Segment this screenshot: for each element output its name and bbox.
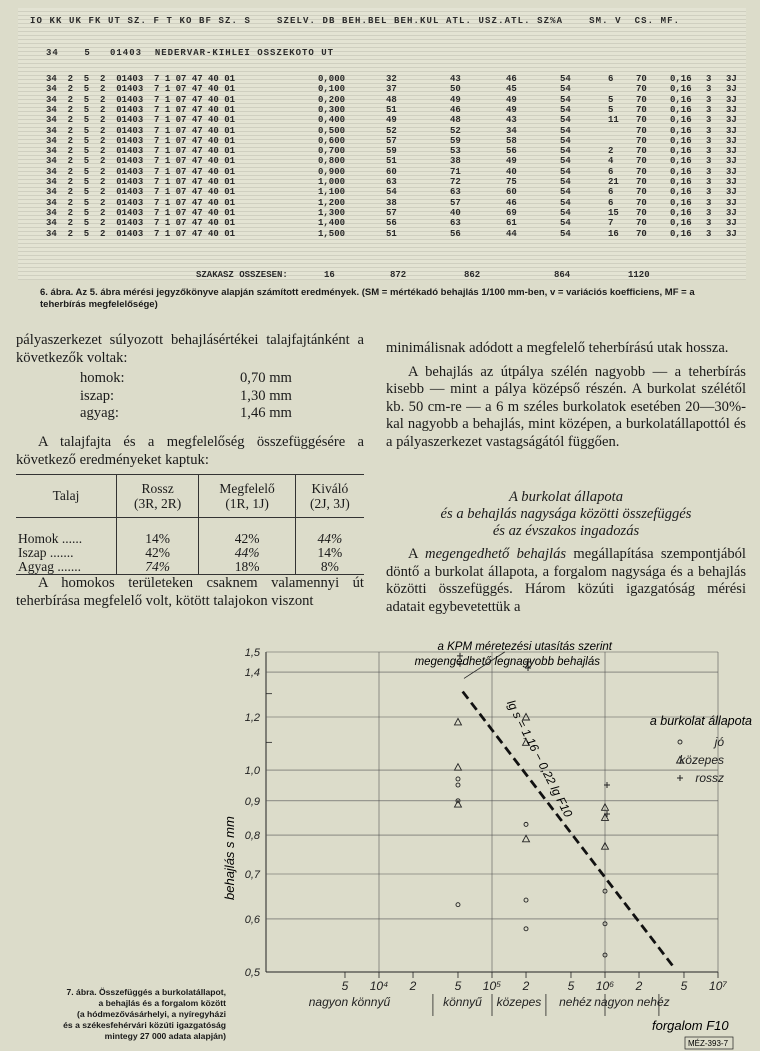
printout-row-keys: 34 2 5 2 01403 7 1 07 47 40 01: [46, 84, 236, 95]
printout-cell: 57: [386, 207, 397, 218]
table-header: Megfelelő (1R, 1J): [199, 475, 295, 518]
printout-row-keys: 34 2 5 2 01403 7 1 07 47 40 01: [46, 197, 236, 208]
x-tick-label: 2: [635, 979, 643, 993]
printout-cell: 3: [706, 74, 712, 84]
printout-cell: 51: [386, 104, 397, 115]
printout-cell: 3J: [726, 74, 737, 84]
printout-cell: 40: [450, 207, 461, 218]
data-point-jo: [524, 822, 528, 826]
printout-cell: 6: [608, 166, 614, 177]
printout-row-keys: 34 2 5 2 01403 7 1 07 47 40 01: [46, 218, 236, 229]
printout-cell: 70: [636, 94, 647, 105]
printout-cell: 54: [560, 115, 571, 126]
printout-cell: 48: [386, 94, 397, 105]
printout-cell: 0,900: [318, 166, 346, 177]
printout-cell: 0,16: [670, 74, 692, 84]
data-point-kozepes: [454, 764, 461, 771]
printout-cell: 3J: [726, 94, 737, 105]
printout-cell: 3: [706, 125, 712, 136]
printout-cell: 69: [506, 207, 517, 218]
x-tick-label: 10⁶: [595, 979, 615, 993]
printout-cell: 49: [506, 156, 517, 167]
printout-cell: 43: [450, 74, 461, 84]
paragraph: pályaszerkezet súlyozott behajlásértékei talajfajtánként a következők voltak:: [16, 332, 364, 366]
printout-cell: 15: [608, 207, 619, 218]
printout-cell: 3J: [726, 166, 737, 177]
paragraph: A megengedhető behajlás megállapítása szempontjából döntő a burkolat állapota, a forgalom nagysága és a behajlás közötti összefüggés. Három közúti igazgatóság mérési adatait egybevetettük a: [386, 546, 746, 615]
y-tick-label: 0,8: [244, 830, 260, 843]
printout-cell: 21: [608, 177, 619, 187]
traffic-class-label: nagyon könnyű: [308, 995, 391, 1009]
printout-cell: 3J: [726, 104, 737, 115]
traffic-class-label: könnyű: [443, 995, 482, 1009]
printout-cell: 70: [636, 115, 647, 126]
printout-row-keys: 34 2 5 2 01403 7 1 07 47 40 01: [46, 125, 236, 136]
table-header: Kiváló (2J, 3J): [310, 481, 350, 511]
y-tick-label: 1,0: [244, 765, 260, 778]
printout-cell: 3J: [726, 207, 737, 218]
printout-cell: 0,16: [670, 187, 692, 198]
printout-cell: 3J: [726, 146, 737, 157]
printout-cell: 16: [608, 228, 619, 239]
printout-cell: 0,200: [318, 94, 346, 105]
printout-cell: 0,16: [670, 146, 692, 157]
printout-row-keys: 34 2 5 2 01403 7 1 07 47 40 01: [46, 207, 236, 218]
printout-cell: 63: [450, 187, 461, 198]
x-tick-label: 10⁷: [709, 979, 727, 993]
printout-cell: 59: [386, 146, 397, 157]
printout-cell: 61: [506, 218, 517, 229]
printout-row-keys: 34 2 5 2 01403 7 1 07 47 40 01: [46, 104, 236, 115]
legend-label: rossz: [695, 771, 724, 785]
printout-cell: 54: [560, 135, 571, 146]
printout-cell: 54: [560, 84, 571, 95]
printout-cell: 1,200: [318, 197, 346, 208]
y-tick-label: 0,6: [244, 913, 260, 926]
printout-cell: 3J: [726, 156, 737, 167]
printout-cell: 51: [386, 228, 397, 239]
printout-cell: 0,16: [670, 135, 692, 146]
traffic-class-label: nehéz: [559, 995, 592, 1009]
printout-cell: 54: [560, 228, 571, 239]
printout-cell: 57: [386, 135, 397, 146]
printout-row-keys: 34 2 5 2 01403 7 1 07 47 40 01: [46, 115, 236, 126]
printout-cell: 1,500: [318, 228, 346, 239]
printout-cell: 53: [450, 146, 461, 157]
printout-cell: 75: [506, 177, 517, 187]
printout-cell: 70: [636, 166, 647, 177]
chart-annotation: a KPM méretezési utasítás szerint: [437, 641, 612, 653]
printout-cell: 5: [608, 94, 614, 105]
printout-cell: 51: [386, 156, 397, 167]
y-tick-label: 0,7: [244, 868, 260, 881]
printout-total: 16: [324, 270, 335, 280]
paragraph: A talajfajta és a megfelelőség összefüggésére a következő eredményeket kaptuk:: [16, 434, 364, 468]
soil-value: 1,30 mm: [240, 387, 292, 404]
printout-cell: 38: [450, 156, 461, 167]
printout-cell: 70: [636, 197, 647, 208]
data-point-jo: [524, 898, 528, 902]
printout-cell: 54: [560, 94, 571, 105]
printout-cell: 3J: [726, 135, 737, 146]
printout-total: 872: [390, 270, 407, 280]
printout-cell: 63: [386, 177, 397, 187]
printout-row-keys: 34 2 5 2 01403 7 1 07 47 40 01: [46, 228, 236, 239]
printout-cell: 0,600: [318, 135, 346, 146]
printout-cell: 52: [450, 125, 461, 136]
legend-label: közepes: [679, 753, 724, 767]
printout-cell: 54: [560, 156, 571, 167]
y-tick-label: 0,5: [244, 967, 260, 979]
paragraph: A homokos területeken csaknem valamennyi út teherbírása megfelelő volt, kötött talajokon viszont: [16, 575, 364, 609]
legend-marker: [677, 775, 683, 781]
printout-cell: 3: [706, 104, 712, 115]
printout-cell: 54: [560, 146, 571, 157]
traffic-class-label: közepes: [496, 995, 542, 1009]
x-tick-label: 5: [454, 979, 462, 993]
printout-cell: 57: [450, 197, 461, 208]
printout-cell: 70: [636, 207, 647, 218]
soil-value: 0,70 mm: [240, 370, 292, 386]
printout-cell: 45: [506, 84, 517, 95]
printout-row-keys: 34 2 5 2 01403 7 1 07 47 40 01: [46, 187, 236, 198]
printout-cell: 46: [506, 197, 517, 208]
table-row: Iszap ....... 42% 44% 14%: [18, 545, 343, 560]
table-row: Homok ...... 14% 42% 44%: [18, 531, 343, 546]
emphasis: megengedhető behajlás: [425, 546, 567, 562]
printout-cell: 1,400: [318, 218, 346, 229]
printout-cell: 2: [608, 146, 614, 157]
printout-cell: 0,000: [318, 74, 346, 84]
printout-cell: 44: [506, 228, 517, 239]
printout-cell: 52: [386, 125, 397, 136]
printout-cell: 49: [386, 115, 397, 126]
traffic-class-label: nagyon nehéz: [594, 995, 670, 1009]
printout-cell: 1,300: [318, 207, 346, 218]
printout-cell: 1,100: [318, 187, 346, 198]
x-axis-label: forgalom F10: [652, 1018, 729, 1033]
printout-cell: 54: [560, 218, 571, 229]
printout-cell: 3: [706, 166, 712, 177]
printout-cell: 0,16: [670, 115, 692, 126]
printout-cell: 0,16: [670, 125, 692, 136]
chart-grid: [266, 652, 718, 972]
chart-annotation: megengedhető legnagyobb behajlás: [414, 656, 600, 668]
x-tick-label: 10⁴: [369, 979, 389, 993]
printout-cell: 4: [608, 156, 614, 167]
printout-cell: 50: [450, 84, 461, 95]
paragraph: A behajlás az útpálya szélén nagyobb — a teherbírás kisebb — mint a pálya középső részén. A burkolat szélétől kb. 50 cm-re — a 6 m széles burkolatok esetében 20—30%-kal nagyobb a behajlás, mint középen, a burkolatállapottól és a pályaszerkezet vastagságától függően.: [386, 363, 746, 450]
printout-cell: 49: [506, 94, 517, 105]
printout-cell: 0,400: [318, 115, 346, 126]
printout-cell: 3J: [726, 125, 737, 136]
printout-total: 862: [464, 270, 481, 280]
printout-cell: 54: [560, 187, 571, 198]
printout-cell: 32: [386, 74, 397, 84]
printout-cell: 37: [386, 84, 397, 95]
x-tick-label: 2: [409, 979, 417, 993]
printout-cell: 3J: [726, 218, 737, 229]
printout-cell: 7: [608, 218, 614, 229]
regression-line: [463, 692, 676, 970]
printout-row-keys: 34 2 5 2 01403 7 1 07 47 40 01: [46, 135, 236, 146]
printout-cell: 3: [706, 207, 712, 218]
printout-cell: 54: [560, 207, 571, 218]
printout-cell: 0,500: [318, 125, 346, 136]
printout-cell: 40: [506, 166, 517, 177]
printout-cell: 72: [450, 177, 461, 187]
printout-cell: 49: [450, 94, 461, 105]
printout-cell: 54: [560, 74, 571, 84]
printout-totals-label: SZAKASZ OSSZESEN:: [196, 270, 288, 280]
printout-subheader: 34 5 01403 NEDERVAR-KIHLEI OSSZEKOTO UT: [46, 48, 335, 58]
x-tick-label: 5: [680, 979, 688, 993]
figure-stamp: MÉZ-393-7: [688, 1039, 729, 1048]
paragraph: minimálisnak adódott a megfelelő teherbírású utak hossza.: [386, 340, 729, 356]
printout-cell: 3: [706, 94, 712, 105]
legend-title: a burkolat állapota: [649, 714, 752, 728]
printout-cell: 3: [706, 218, 712, 229]
printout-cell: 0,800: [318, 156, 346, 167]
printout-cell: 0,100: [318, 84, 346, 95]
y-tick-label: 1,4: [244, 667, 260, 680]
printout-cell: 1,000: [318, 177, 346, 187]
data-point-kozepes: [523, 835, 530, 842]
printout-cell: 49: [506, 104, 517, 115]
printout-cell: 38: [386, 197, 397, 208]
printout-cell: 3: [706, 146, 712, 157]
printout-row-keys: 34 2 5 2 01403 7 1 07 47 40 01: [46, 156, 236, 167]
printout-cell: 46: [450, 104, 461, 115]
x-tick-label: 5: [567, 979, 575, 993]
data-point-jo: [456, 903, 460, 907]
y-axis-label: behajlás s mm: [222, 816, 237, 900]
printout-cell: 3: [706, 156, 712, 167]
printout-cell: 34: [506, 125, 517, 136]
x-tick-label: 10⁵: [482, 979, 502, 993]
table-header: Talaj: [16, 475, 117, 518]
printout-cell: 71: [450, 166, 461, 177]
printout-cell: 3J: [726, 177, 737, 187]
printout-cell: 70: [636, 156, 647, 167]
printout-cell: 3J: [726, 84, 737, 95]
printout-cell: 54: [560, 197, 571, 208]
printout-cell: 0,16: [670, 104, 692, 115]
printout-cell: 0,16: [670, 218, 692, 229]
printout-cell: 70: [636, 125, 647, 136]
printout-header: IO KK UK FK UT SZ. F T KO BF SZ. S SZELV. DB BEH.BEL BEH.KUL ATL. USZ.ATL. SZ%A SM. V CS. MF.: [30, 16, 681, 26]
printout-row-keys: 34 2 5 2 01403 7 1 07 47 40 01: [46, 177, 236, 187]
printout-cell: 56: [506, 146, 517, 157]
printout-cell: 70: [636, 218, 647, 229]
data-point-kozepes: [454, 718, 461, 725]
printout-cell: 3: [706, 228, 712, 239]
printout-cell: 0,700: [318, 146, 346, 157]
section-heading: A burkolat állapota és a behajlás nagysága közötti összefüggés és az évszakos ingadozás: [440, 489, 692, 539]
data-point-jo: [456, 783, 460, 787]
printout-cell: 3J: [726, 228, 737, 239]
figure-6-caption: 6. ábra. Az 5. ábra mérési jegyzőkönyve alapján számított eredmények. (SM = mértékadó behajlás 1/100 mm-ben, v = variációs koefficiens, MF = a teherbírás megfelelősége): [40, 287, 695, 310]
printout-cell: 3: [706, 197, 712, 208]
printout-cell: 0,16: [670, 228, 692, 239]
printout-cell: 70: [636, 187, 647, 198]
table-header: Rossz (3R, 2R): [117, 475, 199, 518]
printout-cell: 3: [706, 187, 712, 198]
figure-7-caption: 7. ábra. Összefüggés a burkolatállapot, a behajlás és a forgalom között (a hódmezővásárhelyi, a nyíregyházi és a székesfehérvári közúti igazgatóság mintegy 27 000 adata alapján): [63, 987, 226, 1041]
printout-cell: 70: [636, 135, 647, 146]
printout-cell: 0,16: [670, 84, 692, 95]
printout-cell: 70: [636, 74, 647, 84]
printout-cell: 0,16: [670, 177, 692, 187]
printout-cell: 59: [450, 135, 461, 146]
printout-cell: 63: [450, 218, 461, 229]
printout-cell: 5: [608, 104, 614, 115]
printout-cell: 58: [506, 135, 517, 146]
printout-cell: 54: [560, 104, 571, 115]
regression-line-label: lg s = 1,16 − 0,22 lg F10: [504, 697, 576, 820]
y-tick-label: 1,2: [244, 711, 260, 724]
printout-cell: 70: [636, 228, 647, 239]
printout-cell: 56: [386, 218, 397, 229]
printout-cell: 70: [636, 84, 647, 95]
table-row: Agyag ....... 74% 18% 8%: [16, 560, 364, 575]
printout-cell: 60: [506, 187, 517, 198]
printout-row-keys: 34 2 5 2 01403 7 1 07 47 40 01: [46, 146, 236, 157]
axis-ticks: [245, 647, 728, 1016]
printout-cell: 54: [560, 125, 571, 136]
printout-cell: 0,16: [670, 207, 692, 218]
printout-cell: 56: [450, 228, 461, 239]
soil-value: 1,46 mm: [240, 405, 292, 422]
legend-marker: [678, 740, 682, 744]
printout-cell: 54: [560, 166, 571, 177]
printout-cell: 60: [386, 166, 397, 177]
printout-cell: 70: [636, 177, 647, 187]
printout-cell: 6: [608, 187, 614, 198]
printout-row-keys: 34 2 5 2 01403 7 1 07 47 40 01: [46, 94, 236, 105]
printout-total: 1120: [628, 270, 650, 280]
printout-cell: 3J: [726, 187, 737, 198]
y-tick-label: 0,9: [244, 795, 260, 808]
printout-cell: 43: [506, 115, 517, 126]
printout-cell: 0,16: [670, 94, 692, 105]
data-point-jo: [456, 777, 460, 781]
printout-cell: 0,16: [670, 197, 692, 208]
data-point-kozepes: [454, 801, 461, 808]
printout-total: 864: [554, 270, 571, 280]
printout-row-keys: 34 2 5 2 01403 7 1 07 47 40 01: [46, 74, 236, 84]
printout-cell: 3J: [726, 115, 737, 126]
printout-cell: 3: [706, 135, 712, 146]
printout-cell: 48: [450, 115, 461, 126]
y-tick-label: 1,5: [244, 647, 260, 659]
x-tick-label: 2: [522, 979, 530, 993]
printout-cell: 3: [706, 84, 712, 95]
printout-cell: 0,16: [670, 166, 692, 177]
data-point-jo: [524, 927, 528, 931]
printout-row-keys: 34 2 5 2 01403 7 1 07 47 40 01: [46, 166, 236, 177]
x-tick-label: 5: [341, 979, 349, 993]
legend-label: jó: [714, 735, 724, 749]
printout-cell: 0,300: [318, 104, 346, 115]
printout-cell: 11: [608, 115, 619, 126]
printout-cell: 70: [636, 146, 647, 157]
printout-cell: 3: [706, 177, 712, 187]
soil-name: agyag:: [80, 405, 119, 422]
printout-cell: 6: [608, 197, 614, 208]
printout-cell: 46: [506, 74, 517, 84]
printout-cell: 54: [386, 187, 397, 198]
printout-cell: 70: [636, 104, 647, 115]
printout-cell: 3J: [726, 197, 737, 208]
printout-cell: 3: [706, 115, 712, 126]
printout-cell: 6: [608, 74, 614, 84]
soil-name: iszap:: [80, 387, 115, 404]
soil-name: homok:: [80, 370, 125, 386]
printout-cell: 54: [560, 177, 571, 187]
printout-cell: 0,16: [670, 156, 692, 167]
